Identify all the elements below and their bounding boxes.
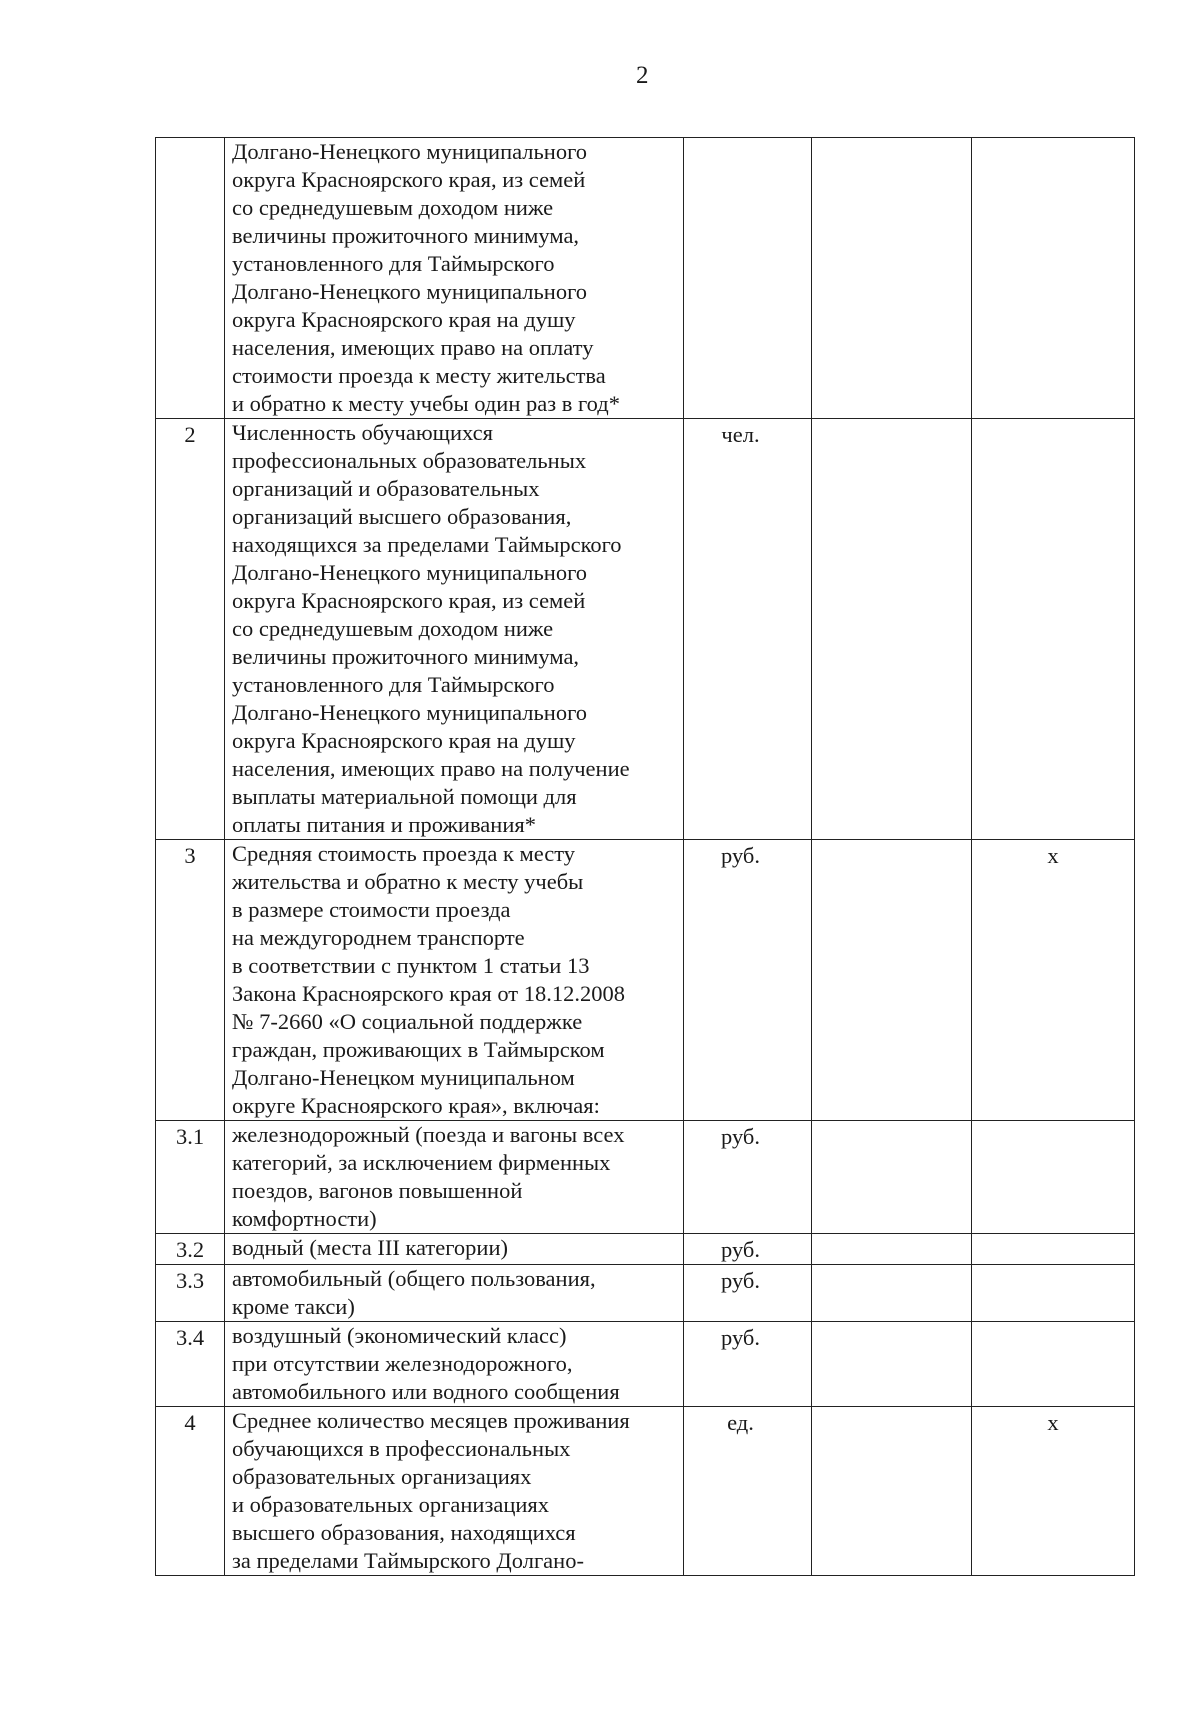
description-line: Средняя стоимость проезда к месту [232, 841, 576, 866]
value-cell-b: х [972, 1407, 1135, 1576]
unit-of-measure [684, 138, 812, 419]
table-row [156, 1234, 1135, 1265]
value-cell-b [972, 1121, 1135, 1234]
description-line: и образовательных организациях [232, 1492, 550, 1517]
value-cell-a [812, 840, 972, 1121]
unit-of-measure: чел. [684, 419, 812, 840]
unit-of-measure: руб. [684, 1265, 812, 1322]
unit-of-measure: руб. [684, 1234, 812, 1265]
description-line: округа Красноярского края на душу [232, 728, 576, 753]
indicator-description [225, 1234, 684, 1265]
description-line: при отсутствии железнодорожного, [232, 1351, 573, 1376]
description-line: жительства и обратно к месту учебы [232, 869, 584, 894]
table-body [156, 138, 1135, 1576]
table-row [156, 138, 1135, 419]
description-line: воздушный (экономический класс) [232, 1323, 567, 1348]
description-line: профессиональных образовательных [232, 448, 587, 473]
indicator-description [225, 1322, 684, 1407]
indicator-description [225, 1407, 684, 1576]
description-line: высшего образования, находящихся [232, 1520, 576, 1545]
value-cell-b [972, 138, 1135, 419]
description-line: поездов, вагонов повышенной [232, 1178, 523, 1203]
value-cell-a [812, 419, 972, 840]
value-cell-b [972, 1265, 1135, 1322]
indicator-description [225, 1121, 684, 1234]
description-line: организаций и образовательных [232, 476, 540, 501]
description-line: округа Красноярского края, из семей [232, 588, 586, 613]
description-line: обучающихся в профессиональных [232, 1436, 571, 1461]
description-line: округа Красноярского края, из семей [232, 167, 586, 192]
value-cell-b [972, 1234, 1135, 1265]
value-cell-a [812, 1121, 972, 1234]
description-line: оплаты питания и проживания* [232, 812, 536, 837]
description-line: и обратно к месту учебы один раз в год* [232, 391, 620, 416]
table-row [156, 1407, 1135, 1576]
row-number: 2 [156, 419, 225, 840]
description-line: водный (места III категории) [232, 1235, 508, 1260]
description-line: автомобильный (общего пользования, [232, 1266, 596, 1291]
row-number: 3 [156, 840, 225, 1121]
row-number [156, 138, 225, 419]
description-line: № 7-2660 «О социальной поддержке [232, 1009, 583, 1034]
indicator-description [225, 1265, 684, 1322]
unit-of-measure: руб. [684, 1121, 812, 1234]
description-line: на междугороднем транспорте [232, 925, 525, 950]
description-line: за пределами Таймырского Долгано- [232, 1548, 584, 1573]
value-cell-b [972, 1322, 1135, 1407]
description-line: стоимости проезда к месту жительства [232, 363, 606, 388]
table-row [156, 1121, 1135, 1234]
unit-of-measure: руб. [684, 1322, 812, 1407]
description-line: установленного для Таймырского [232, 672, 555, 697]
description-line: Численность обучающихся [232, 420, 493, 445]
description-line: комфортности) [232, 1206, 377, 1231]
row-number: 3.4 [156, 1322, 225, 1407]
description-line: образовательных организациях [232, 1464, 532, 1489]
value-cell-b [972, 419, 1135, 840]
description-line: величины прожиточного минимума, [232, 223, 580, 248]
table-row [156, 1322, 1135, 1407]
value-cell-a [812, 1407, 972, 1576]
description-line: находящихся за пределами Таймырского [232, 532, 622, 557]
unit-of-measure: руб. [684, 840, 812, 1121]
indicator-description [225, 419, 684, 840]
description-line: Долгано-Ненецком муниципальном [232, 1065, 575, 1090]
description-line: категорий, за исключением фирменных [232, 1150, 611, 1175]
table-row [156, 1265, 1135, 1322]
description-line: величины прожиточного минимума, [232, 644, 580, 669]
description-line: округа Красноярского края на душу [232, 307, 576, 332]
description-line: округе Красноярского края», включая: [232, 1093, 600, 1118]
row-number: 3.3 [156, 1265, 225, 1322]
row-number: 3.2 [156, 1234, 225, 1265]
page-number: 2 [636, 62, 650, 89]
description-line: железнодорожный (поезда и вагоны всех [232, 1122, 625, 1147]
description-line: со среднедушевым доходом ниже [232, 616, 554, 641]
description-line: Долгано-Ненецкого муниципального [232, 139, 587, 164]
unit-of-measure: ед. [684, 1407, 812, 1576]
description-line: автомобильного или водного сообщения [232, 1379, 620, 1404]
description-line: выплаты материальной помощи для [232, 784, 577, 809]
row-number: 4 [156, 1407, 225, 1576]
description-line: Долгано-Ненецкого муниципального [232, 560, 587, 585]
description-line: граждан, проживающих в Таймырском [232, 1037, 605, 1062]
value-cell-a [812, 138, 972, 419]
value-cell-a [812, 1322, 972, 1407]
description-line: Долгано-Ненецкого муниципального [232, 279, 587, 304]
description-line: кроме такси) [232, 1294, 355, 1319]
description-line: населения, имеющих право на получение [232, 756, 630, 781]
description-line: организаций высшего образования, [232, 504, 572, 529]
description-line: установленного для Таймырского [232, 251, 555, 276]
value-cell-a [812, 1234, 972, 1265]
description-line: Долгано-Ненецкого муниципального [232, 700, 587, 725]
description-line: в соответствии с пунктом 1 статьи 13 [232, 953, 590, 978]
description-line: со среднедушевым доходом ниже [232, 195, 554, 220]
description-line: Среднее количество месяцев проживания [232, 1408, 630, 1433]
indicator-description [225, 840, 684, 1121]
description-line: в размере стоимости проезда [232, 897, 511, 922]
indicators-table [155, 137, 1135, 1576]
table-row [156, 840, 1135, 1121]
indicator-description [225, 138, 684, 419]
description-line: Закона Красноярского края от 18.12.2008 [232, 981, 626, 1006]
value-cell-a [812, 1265, 972, 1322]
table-row [156, 419, 1135, 840]
description-line: населения, имеющих право на оплату [232, 335, 594, 360]
row-number: 3.1 [156, 1121, 225, 1234]
value-cell-b: х [972, 840, 1135, 1121]
